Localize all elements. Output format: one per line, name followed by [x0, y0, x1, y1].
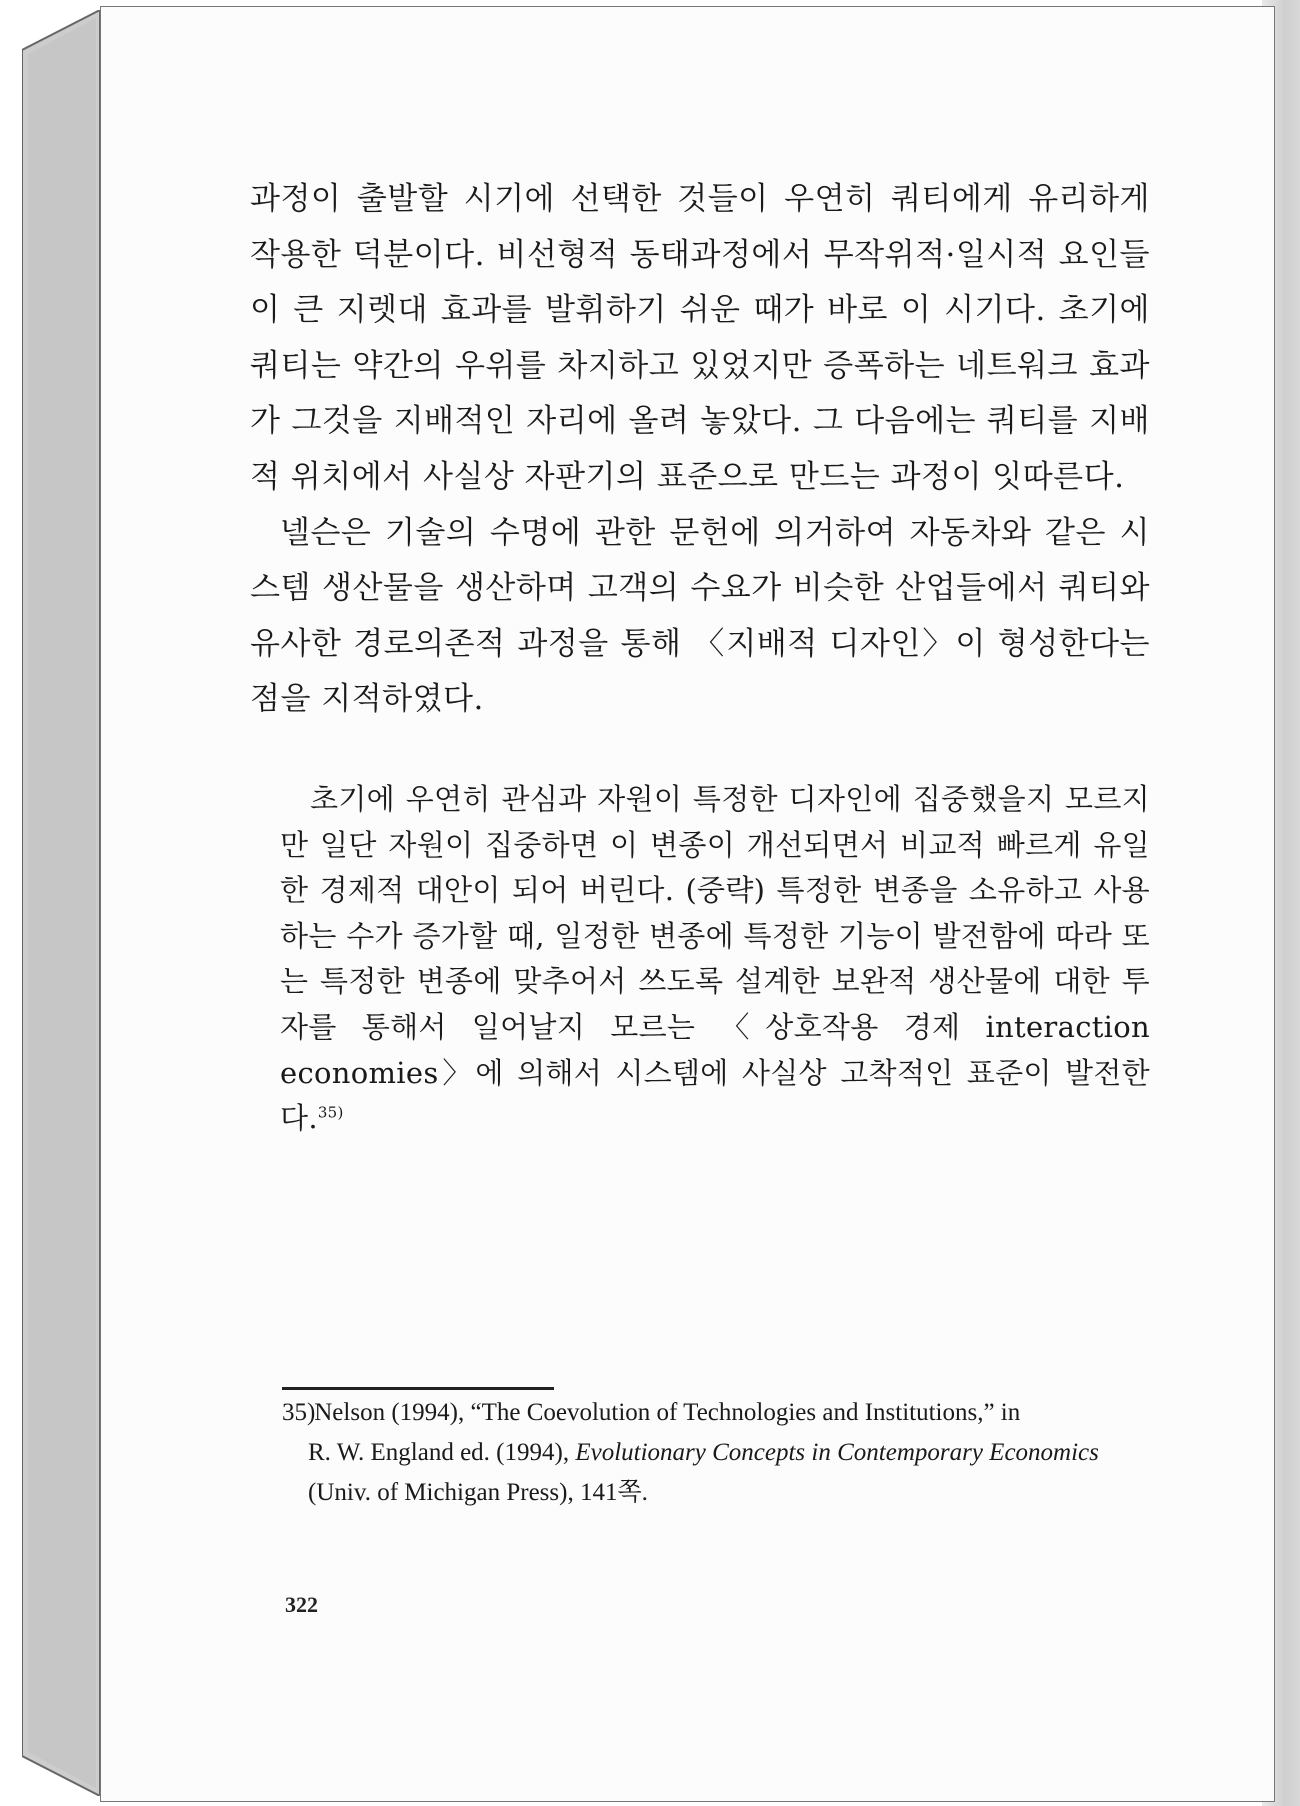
- footnote: [282, 1393, 1152, 1513]
- quote-paragraph: [280, 777, 1150, 1142]
- paragraph-1: 과정이 출발할 시기에 선택한 것들이 우연히 쿼티에게 유리하게 작용한 덕분이다. 비선형적 동태과정에서 무작위적·일시적 요인들이 큰 지렛대 효과를 발휘하기 쉬운 때가 바로 이 시기다. 초기에 쿼티는 약간의 우위를 차지하고 있었지만 증폭하는 네트워크 효과가 그것을 지배적인 자리에 올려 놓았다. 그 다음에는 쿼티를 지배적 위치에서 사실상 자판기의 표준으로 만드는 과정이 잇따른다.: [250, 181, 1150, 495]
- body-text: [250, 172, 1150, 728]
- footnote-divider: [282, 1387, 554, 1390]
- footnote-citation-part3: (Univ. of Michigan Press), 141쪽.: [308, 1479, 648, 1506]
- paragraph-2: 넬슨은 기술의 수명에 관한 문헌에 의거하여 자동차와 같은 시스템 생산물을 생산하며 고객의 수요가 비슷한 산업들에서 쿼티와 유사한 경로의존적 과정을 통해 〈지배적 디자인〉이 형성한다는 점을 지적하였다.: [250, 514, 1150, 718]
- footnote-book-title: Evolutionary Concepts in Contemporary Economics: [575, 1439, 1099, 1466]
- footnote-citation-part1: Nelson (1994), “The Coevolution of Technologies and Institutions,” in: [314, 1399, 1021, 1426]
- page-number: 322: [285, 1592, 318, 1617]
- footnote-citation-part2: R. W. England ed. (1994),: [308, 1439, 576, 1466]
- footnote-number: 35): [282, 1399, 316, 1426]
- block-quote: [280, 777, 1150, 1142]
- quote-text: 초기에 우연히 관심과 자원이 특정한 디자인에 집중했을지 모르지만 일단 자원이 집중하면 이 변종이 개선되면서 비교적 빠르게 유일한 경제적 대안이 되어 버린다. (중략) 특정한 변종을 소유하고 사용하는 수가 증가할 때, 일정한 변종에 특정한 기능이 발전함에 따라 또는 특정한 변종에 맞추어서 쓰도록 설계한 보완적 생산물에 대한 투자를 통해서 일어날지 모르는 〈상호작용 경제 interaction economies〉에 의해서 시스템에 사실상 고착적인 표준이 발전한다.: [280, 782, 1150, 1136]
- book-spine-edge: [22, 10, 102, 1796]
- footnote-continuation: [282, 1433, 1152, 1513]
- footnote-reference: 35): [317, 1103, 344, 1122]
